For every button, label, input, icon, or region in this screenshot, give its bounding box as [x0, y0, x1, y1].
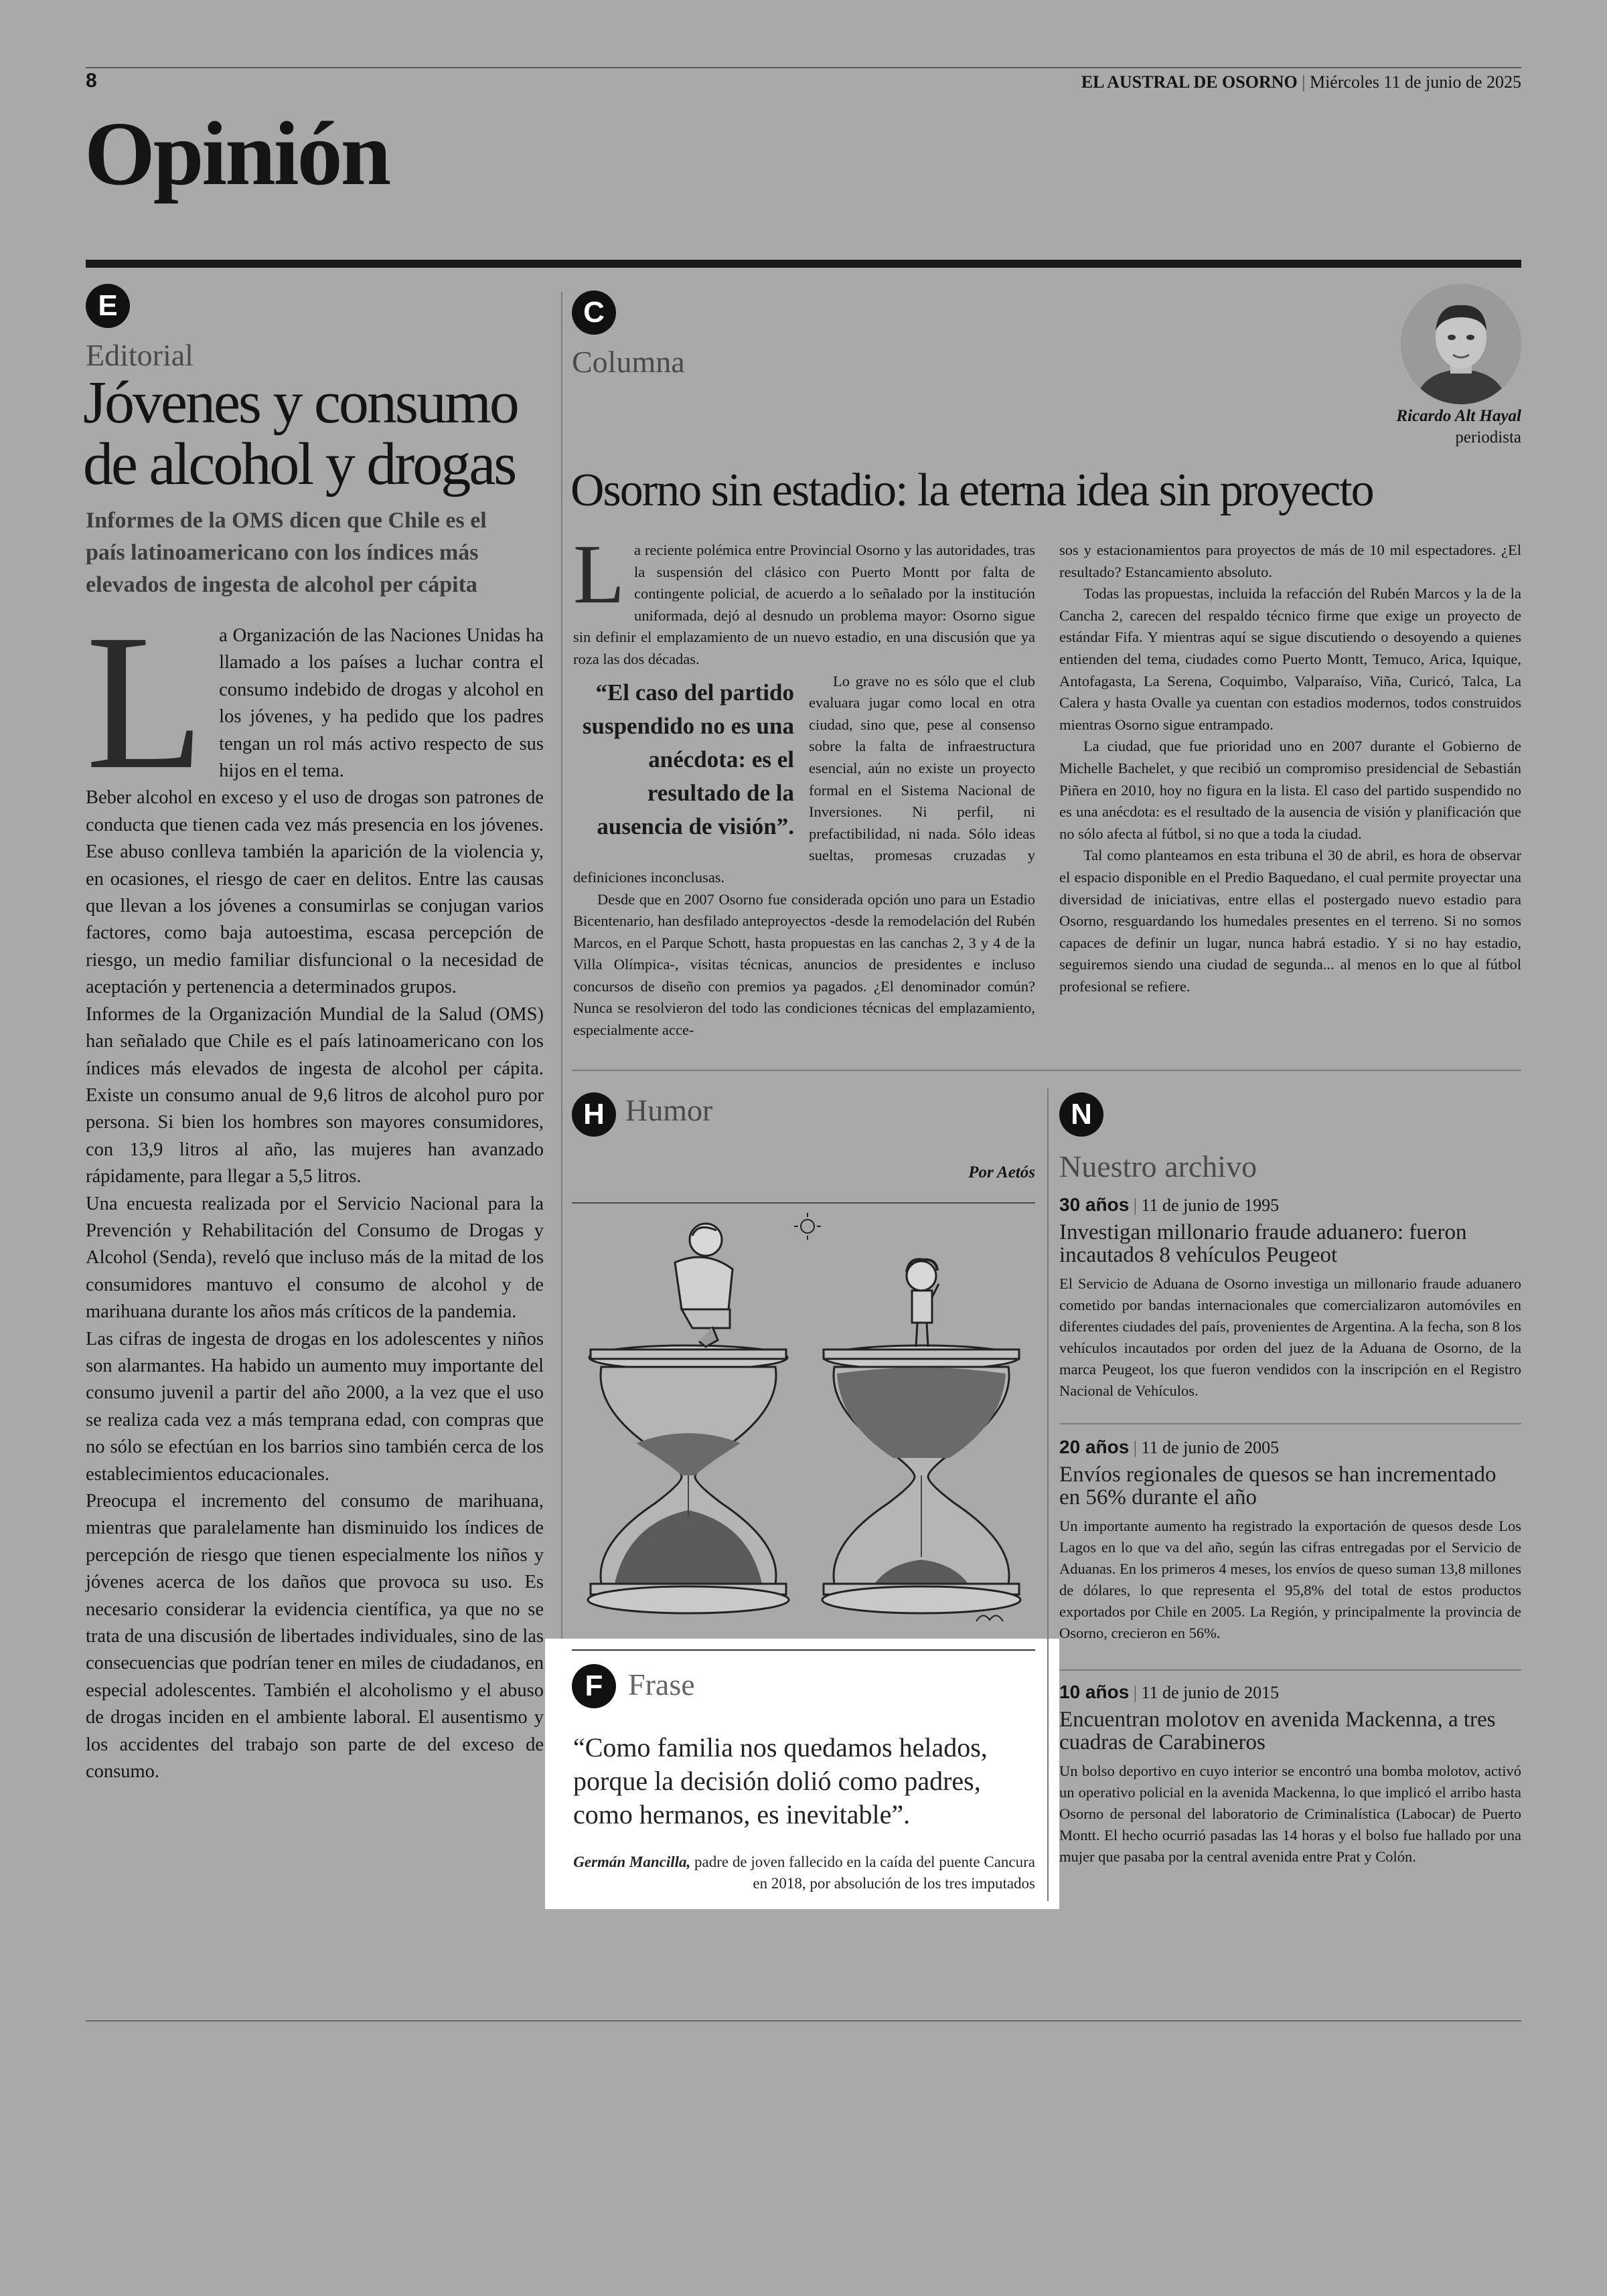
archive-item-years: 20 años — [1059, 1437, 1130, 1457]
archive-item-headline: Investigan millonario fraude aduanero: fueron incautados 8 vehículos Peugeot — [1059, 1220, 1467, 1267]
column-paragraph: a reciente polémica entre Provincial Osorno y las autoridades, tras la suspensión del clásico con Puerto Montt por falta de contingente policial, de acuerdo a lo señalado por la institución uniformada, dejó al desnudo un problema mayor: Osorno sigue sin definir el emplazamiento de un nuevo estadio, en una discusión que ya roza las dos décadas. — [573, 542, 1035, 667]
editorial-badge: E — [86, 284, 130, 328]
hourglass-cartoon-icon — [575, 1209, 1035, 1637]
section-rule — [86, 260, 1521, 268]
frase-label: Frase — [628, 1667, 695, 1702]
humor-rule — [572, 1202, 1035, 1204]
archive-separator — [1059, 1669, 1521, 1671]
archive-item — [1059, 1437, 1521, 1644]
humor-byline: Por Aetós — [968, 1163, 1035, 1181]
editorial-paragraph: Las cifras de ingesta de drogas en los adolescentes y niños son alarmantes. Ha habido un aumento muy importante del consumo juvenil a partir del año 2000, a la vez que el uso se realiza cada vez a más temprana edad, con compras que no sólo se efectúan en los barrios sino también cerca de los establecimientos educacionales. — [86, 1328, 544, 1485]
frase-attribution — [573, 1852, 1035, 1894]
column-badge: C — [572, 291, 616, 335]
column-paragraph: Todas las propuestas, incluida la refacción del Rubén Marcos y la de la Cancha 2, carecen del respaldo técnico firme que exige un proyecto de estándar Fifa. Y mientras aquí se sigue discutiendo o desoyendo a quienes entienden del tema, ciudades como Puerto Montt, Temuco, Arica, Iquique, Antofagasta, La Serena, Coquimbo, Valparaíso, Viña, Curicó, Talca, La Calera y hasta Ovalle ya cuentan con estadios modernos, todos construidos mientras Osorno sigue entrampado. — [1059, 585, 1521, 733]
column-label: Columna — [572, 345, 685, 379]
archive-badge: N — [1059, 1092, 1103, 1137]
column-drop-cap: L — [573, 528, 625, 621]
archive-item-headline: Envíos regionales de quesos se han incrementado en 56% durante el año — [1059, 1463, 1497, 1509]
frase-rule — [572, 1649, 1035, 1651]
archive-item-meta: 30 años | 11 de junio de 1995 — [1059, 1194, 1280, 1215]
editorial-paragraph: Beber alcohol en exceso y el uso de drogas son patrones de conducta que tienen cada vez más presencia en los jóvenes. Ese abuso conlleva también la aparición de la violencia y, en ocasiones, el riesgo de caer en delitos. Entre las causas que llevan a los jóvenes a consumirlas se conjugan varios factores, como baja autoestima, escasa percepción de riesgo, un medio familiar disfuncional o la necesidad de aceptación y pertenencia a determinados grupos. — [86, 787, 544, 998]
humor-label: Humor — [625, 1093, 713, 1127]
archive-divider — [1047, 1088, 1049, 1901]
column-paragraph: La ciudad, que fue prioridad uno en 2007 durante el Gobierno de Michelle Bachelet, y que recibió un compromiso presidencial de Sebastián Piñera en 2010, hoy no figura en la lista. El caso del partido suspendido no es una anécdota: es el resultado de la ausencia de visión y planificación que no sólo afecta al fútbol, si no que a toda la ciudad. — [1059, 738, 1521, 842]
archive-item-date: 11 de junio de 2015 — [1141, 1683, 1280, 1702]
archive-item — [1059, 1682, 1521, 1868]
editorial-paragraph: Una encuesta realizada por el Servicio Nacional para la Prevención y Rehabilitación del Consumo de Drogas y Alcohol (Senda), reveló que incluso más de la mitad de los consumidores mantuvo el consumo de alcohol y de marihuana durante los años más críticos de la pandemia. — [86, 1193, 544, 1323]
publication-name: EL AUSTRAL DE OSORNO — [1081, 72, 1298, 92]
column-paragraph: Desde que en 2007 Osorno fue considerada opción uno para un Estadio Bicentenario, han desfilado anteproyectos -desde la remodelación del Rubén Marcos, en el Parque Schott, hasta propuestas en las canchas 2, 3 y 4 de la Villa Olímpica-, visitas técnicas, anuncios de presidentes e incluso concursos de diseño con premios ya pagados. ¿El denominador común? Nunca se resolvieron del todo las condiciones técnicas del emplazamiento, especialmente acce- — [573, 890, 1035, 1039]
frase-attribution-name: Germán Mancilla, — [573, 1854, 691, 1870]
editorial-body — [86, 594, 544, 1785]
footer-rule — [86, 2020, 1521, 2022]
author-photo-icon — [1401, 284, 1521, 404]
frase-quote: “Como familia nos quedamos helados, porque la decisión dolió como padres, como hermanos, es inevitable”. — [573, 1732, 988, 1829]
publication-date: Miércoles 11 de junio de 2025 — [1309, 72, 1521, 92]
humor-badge: H — [572, 1092, 616, 1137]
frase-badge: F — [572, 1664, 616, 1708]
column-text-col2 — [1059, 540, 1521, 997]
humor-cartoon — [575, 1209, 1035, 1637]
section-title: Opinión — [84, 104, 390, 204]
archive-separator — [1059, 1423, 1521, 1424]
column-text-col1 — [573, 528, 1035, 1042]
archive-item-meta: 20 años | 11 de junio de 2005 — [1059, 1437, 1280, 1457]
archive-item — [1059, 1194, 1521, 1402]
page-number: 8 — [86, 70, 97, 92]
editorial-deck: Informes de la OMS dicen que Chile es el país latinoamericano con los índices más elevados de ingesta de alcohol per cápita — [86, 508, 487, 597]
editorial-headline: Jóvenes y consumo de alcohol y drogas — [83, 370, 518, 497]
editorial-paragraph: Preocupa el incremento del consumo de marihuana, mientras que paralelamente han disminuido los índices de percepción de riesgo que tienen especialmente los niños y jóvenes acerca de los daños que provoca su uso. Es necesario considerar la evidencia científica, ya que no se trata de una discusión de libertades individuales, sino de las consecuencias que podrían tener en miles de ciudadanos, en especial adolescentes. También el alcoholismo y el abuso de drogas inciden en el ambiente laboral. El ausentismo y los accidentes del trabajo son parte de del exceso de consumo. — [86, 1491, 544, 1783]
archive-item-years: 30 años — [1059, 1194, 1130, 1215]
editorial-drop-cap: L — [86, 594, 205, 809]
column-headline: Osorno sin estadio: la eterna idea sin proyecto — [570, 465, 1373, 516]
author-name: Ricardo Alt Hayal — [1396, 407, 1521, 425]
column-bottom-rule — [572, 1070, 1521, 1071]
pull-quote: “El caso del partido suspendido no es una anécdota: es el resultado de la ausencia de visión”. — [582, 679, 794, 839]
archive-item-body: Un bolso deportivo en cuyo interior se encontró una bomba molotov, activó un operativo policial en la avenida Mackenna, lo que implicó el arribo hasta Osorno de personal del laboratorio de Criminalística (Labocar) de Puerto Montt. El hecho ocurrió pasadas las 14 horas y el bolso fue hallado por una mujer que pasaba por la central avenida entre Prat y Colón. — [1059, 1762, 1521, 1865]
author-avatar — [1401, 284, 1521, 404]
masthead-line: EL AUSTRAL DE OSORNO | Miércoles 11 de junio de 2025 — [1081, 72, 1521, 92]
editorial-label: Editorial — [86, 338, 194, 372]
archive-item-headline: Encuentran molotov en avenida Mackenna, a tres cuadras de Carabineros — [1059, 1708, 1496, 1754]
editorial-paragraph: Informes de la Organización Mundial de la Salud (OMS) han señalado que Chile es el país latinoamericano con los índices más elevados de ingesta de alcohol per cápita. Existe un consumo anual de 9,6 litros de alcohol puro por persona. Si bien los hombres son mayores consumidores, con 13,9 litros al año, las mujeres han avanzado rápidamente, para llegar a 5,5 litros. — [86, 1003, 544, 1187]
archive-item-date: 11 de junio de 1995 — [1141, 1196, 1280, 1215]
archive-item-date: 11 de junio de 2005 — [1141, 1438, 1280, 1457]
archive-item-body: El Servicio de Aduana de Osorno investiga un millonario fraude aduanero cometido por bandas internacionales que comercializaron automóviles en diferentes ciudades del país, provenientes de Argentina. A la fecha, son 8 los vehículos incautados por orden del juez de la Aduana de Osorno, de la marca Peugeot, los que fueron vendidos con la inscripción en el Registro Nacional de Vehículos. — [1059, 1275, 1521, 1399]
archive-label: Nuestro archivo — [1059, 1149, 1257, 1183]
archive-item-years: 10 años — [1059, 1682, 1130, 1702]
column-paragraph: Tal como planteamos en esta tribuna el 30 de abril, es hora de observar el espacio disponible en el Predio Baquedano, el cual permite proyectar una diversidad de iniciativas, entre ellas el postergado nuevo estadio para Osorno, resguardando los humedales presentes en el terreno. Si no somos capaces de definir un lugar, nunca habrá estadio. Y si no hay estadio, seguiremos siendo una ciudad de segunda... al menos en lo que al fútbol profesional se refiere. — [1059, 847, 1521, 995]
archive-item-meta: 10 años | 11 de junio de 2015 — [1059, 1682, 1280, 1702]
author-role: periodista — [1455, 428, 1521, 446]
archive-item-body: Un importante aumento ha registrado la exportación de quesos desde Los Lagos en lo que va del año, según las cifras entregadas por el Servicio de Aduanas. En los primeros 4 meses, los envíos de queso suman 13,8 millones de dólares, lo que representa el 95,8% del total de estos productos exportados por Chile en 2005. La Región, y principalmente la provincia de Osorno, crecieron en 56%. — [1059, 1518, 1521, 1641]
column-paragraph: Lo grave no es sólo que el club evaluara jugar como local en otra ciudad, sino que, pese al consenso sobre la falta de infraestructura esencial, aún no existe un proyecto formal en el Sistema Nacional de Inversiones. Ni perfil, ni prefactibilidad, ni nada. Sólo ideas sueltas, promesas cruzadas y definiciones inconclusas. — [573, 672, 1035, 886]
frase-attribution-text: padre de joven fallecido en la caída del puente Cancura en 2018, por absolución de los tres imputados — [694, 1854, 1035, 1892]
editorial-paragraph: a Organización de las Naciones Unidas ha llamado a los países a luchar contra el consumo indebido de drogas y alcohol en los jóvenes, y ha pedido que los padres tengan un rol más activo respecto de sus hijos en el tema. — [219, 625, 544, 782]
column-paragraph: sos y estacionamientos para proyectos de más de 10 mil espectadores. ¿El resultado? Estancamiento absoluto. — [1059, 542, 1521, 580]
